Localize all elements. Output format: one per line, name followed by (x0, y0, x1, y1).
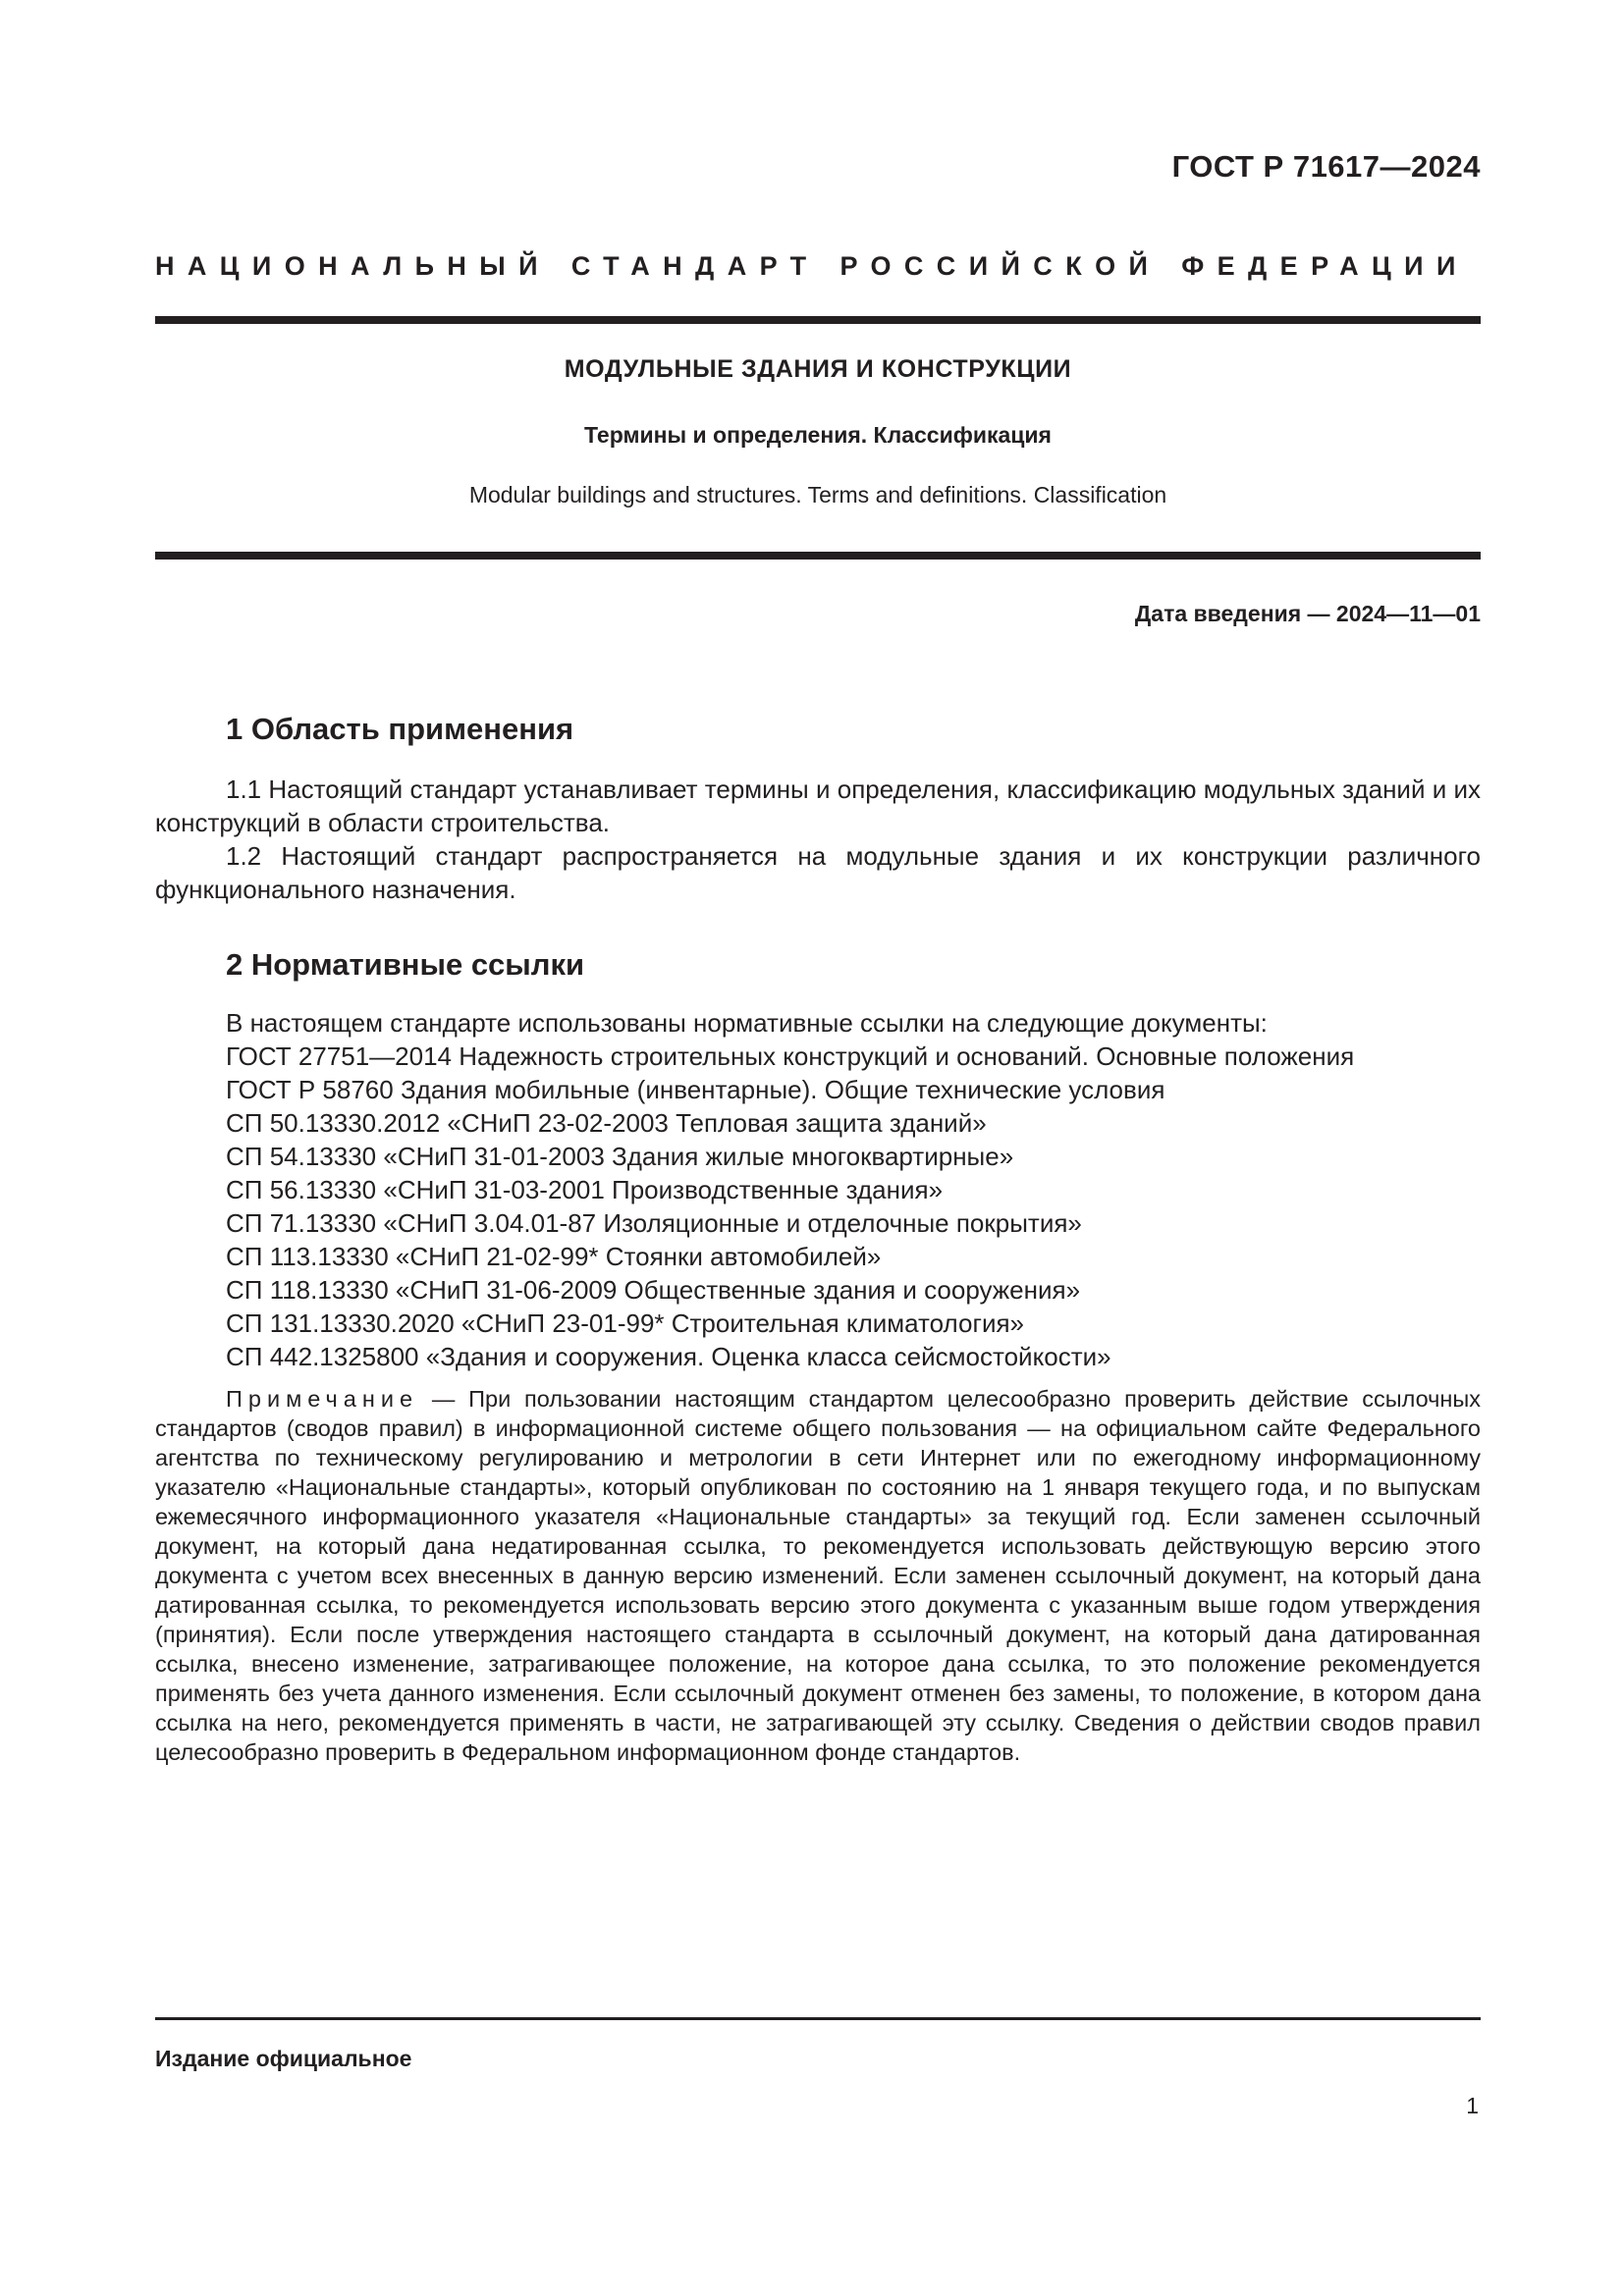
reference-item: СП 50.13330.2012 «СНиП 23-02-2003 Тепловая защита зданий» (226, 1108, 987, 1138)
top-divider (155, 316, 1481, 324)
paragraph-1-2: 1.2 Настоящий стандарт распространяется на модульные здания и их конструкции различного функционального назначения. (155, 841, 1481, 904)
reference-item: СП 56.13330 «СНиП 31-03-2001 Производственные здания» (226, 1175, 944, 1204)
reference-item: ГОСТ Р 58760 Здания мобильные (инвентарные). Общие технические условия (226, 1075, 1165, 1104)
main-title: МОДУЛЬНЫЕ ЗДАНИЯ И КОНСТРУКЦИИ (564, 355, 1072, 383)
note-label: Примечание (226, 1386, 419, 1412)
reference-item: СП 442.1325800 «Здания и сооружения. Оценка класса сейсмостойкости» (226, 1342, 1111, 1371)
paragraph-1-1: 1.1 Настоящий стандарт устанавливает термины и определения, классификацию модульных зданий и их конструкций в области строительства. (155, 774, 1481, 837)
section-1-heading: 1 Область применения (226, 712, 574, 746)
note-paragraph (155, 1384, 1481, 1767)
page-number: 1 (1466, 2093, 1479, 2118)
section-2-heading: 2 Нормативные ссылки (226, 947, 585, 982)
reference-item: СП 54.13330 «СНиП 31-01-2003 Здания жилые многоквартирные» (226, 1142, 1014, 1171)
title-divider (155, 552, 1481, 560)
reference-item: ГОСТ 27751—2014 Надежность строительных конструкций и оснований. Основные положения (226, 1041, 1355, 1071)
normative-references-list (226, 1006, 1481, 1373)
reference-item: СП 118.13330 «СНиП 31-06-2009 Общественные здания и сооружения» (226, 1275, 1081, 1305)
national-standard-title: НАЦИОНАЛЬНЫЙ СТАНДАРТ РОССИЙСКОЙ ФЕДЕРАЦИИ (155, 251, 1469, 281)
reference-item: СП 131.13330.2020 «СНиП 23-01-99* Строительная климатология» (226, 1308, 1025, 1338)
introduction-date: Дата введения — 2024—11—01 (1134, 601, 1481, 626)
reference-intro: В настоящем стандарте использованы нормативные ссылки на следующие документы: (226, 1008, 1268, 1038)
sub-title: Термины и определения. Классификация (584, 422, 1052, 448)
english-title: Modular buildings and structures. Terms and definitions. Classification (468, 482, 1167, 507)
reference-item: СП 113.13330 «СНиП 21-02-99* Стоянки автомобилей» (226, 1242, 882, 1271)
reference-item: СП 71.13330 «СНиП 3.04.01-87 Изоляционные и отделочные покрытия» (226, 1208, 1082, 1238)
official-edition-label: Издание официальное (155, 2046, 412, 2071)
footer-divider (155, 2017, 1481, 2020)
note-text: — При пользовании настоящим стандартом целесообразно проверить действие ссылочных стандартов (сводов правил) в информационной системе общего пользования — на официальном сайте Федерального агентства по техническому регулированию и метрологии в сети Интернет или по ежегодному информационному указателю «Национальные стандарты», который опубликован по состоянию на 1 января текущего года, и по выпускам ежемесячного информационного указателя «Национальные стандарты» за текущий год. Если заменен ссылочный документ, на который дана недатированная ссылка, то рекомендуется использовать действующую версию этого документа с учетом всех внесенных в данную версию изменений. Если заменен ссылочный документ, на который дана датированная ссылка, то рекомендуется использовать версию этого документа с указанным выше годом утверждения (принятия). Если после утверждения настоящего стандарта в ссылочный документ, на который дана датированная ссылка, внесено изменение, затрагивающее положение, на которое дана ссылка, то это положение рекомендуется применять без учета данного изменения. Если ссылочный документ отменен без замены, то положение, в котором дана ссылка на него, рекомендуется применять в части, не затрагивающей эту ссылку. Сведения о действии сводов правил целесообразно проверить в Федеральном информационном фонде стандартов. (155, 1386, 1481, 1765)
document-number: ГОСТ Р 71617—2024 (1171, 149, 1481, 184)
